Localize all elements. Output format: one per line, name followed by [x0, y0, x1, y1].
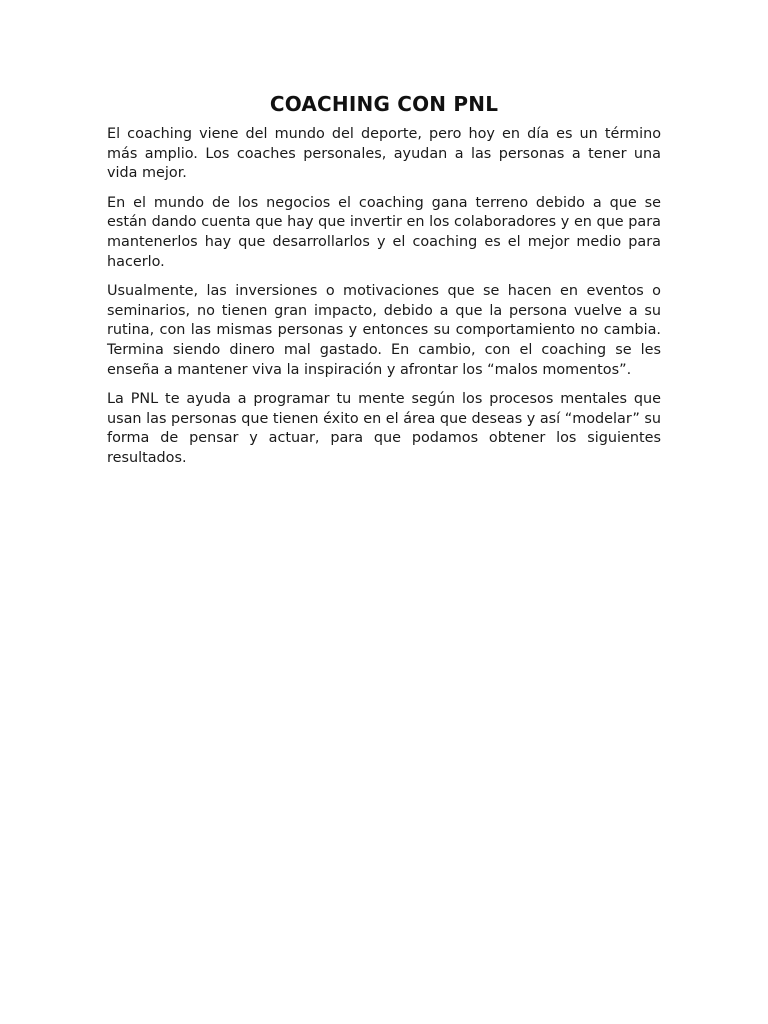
paragraph-3: Usualmente, las inversiones o motivaciones que se hacen en eventos o seminarios, no tienen gran impacto, debido a que la persona vuelve a su rutina, con las mismas personas y entonces su comportamiento no cambia. Termina siendo dinero mal gastado. En cambio, con el coaching se les enseña a mantener viva la inspiración y afrontar los “malos momentos”. [107, 283, 661, 378]
document-title: COACHING CON PNL [269, 92, 499, 116]
document-body [107, 90, 661, 479]
paragraph-2: En el mundo de los negocios el coaching gana terreno debido a que se están dando cuenta que hay que invertir en los colaboradores y en que para mantenerlos hay que desarrollarlos y el coaching es el mejor medio para hacerlo. [107, 194, 661, 270]
paragraph-1: El coaching viene del mundo del deporte, pero hoy en día es un término más amplio. Los coaches personales, ayudan a las personas a tener una vida mejor. [107, 126, 661, 182]
paragraph-4: La PNL te ayuda a programar tu mente según los procesos mentales que usan las personas que tienen éxito en el área que deseas y así “modelar” su forma de pensar y actuar, para que podamos obtener los siguientes resultados. [107, 391, 662, 466]
